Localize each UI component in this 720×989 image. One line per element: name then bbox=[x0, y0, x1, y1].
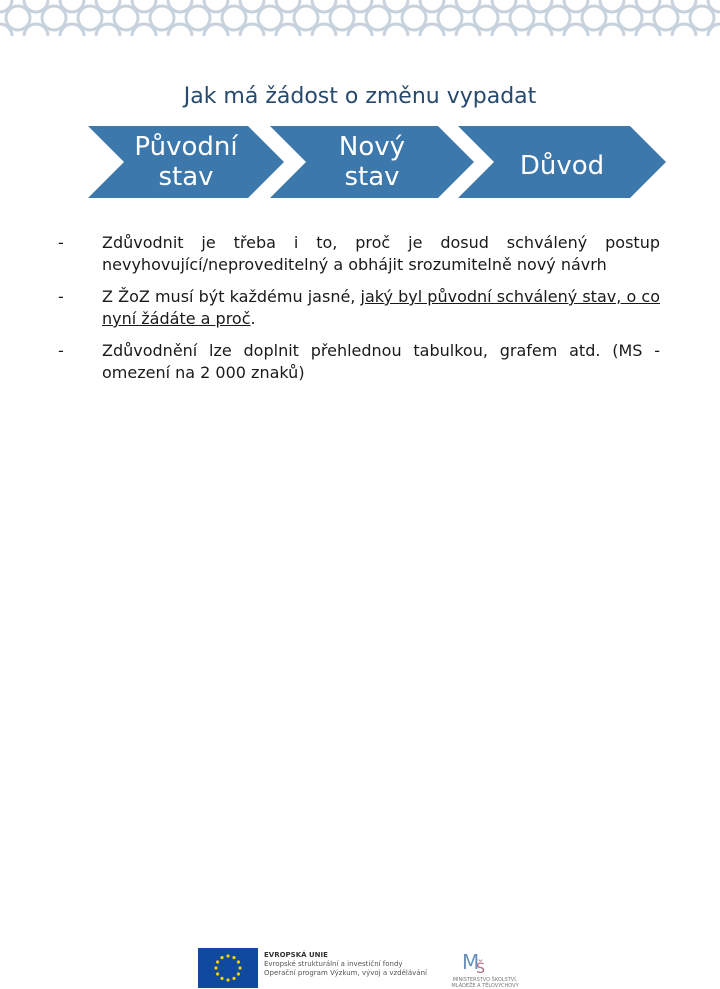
bullet-dash: - bbox=[58, 233, 64, 252]
chevron-label-2: Nový stav bbox=[338, 132, 406, 192]
chevron-label-1: Původní stav bbox=[134, 132, 238, 192]
decorative-header-band bbox=[0, 0, 720, 36]
eu-line-1: Evropské strukturální a investiční fondy bbox=[264, 960, 403, 968]
bullet-text: Zdůvodnit je třeba i to, proč je dosud schválený postup nevyhovující/neproveditelný a obhájit srozumitelně nový návrh bbox=[102, 233, 660, 274]
slide-title: Jak má žádost o změnu vypadat bbox=[183, 84, 537, 109]
celtic-pattern-icon bbox=[0, 0, 720, 36]
eu-flag-icon bbox=[198, 948, 258, 988]
bullet-text-underlined: jaký byl původní schválený stav, o co nyní žádáte a proč bbox=[102, 287, 660, 328]
msmt-logo-icon bbox=[458, 947, 498, 977]
bullet-dash: - bbox=[58, 341, 64, 360]
eu-line-2: Operační program Výzkum, vývoj a vzdělávání bbox=[264, 969, 427, 977]
bullet-text bbox=[102, 286, 660, 330]
eu-logo-text bbox=[264, 951, 427, 978]
svg-text:Š: Š bbox=[476, 961, 485, 977]
footer-logos bbox=[0, 470, 720, 989]
msmt-logo-text: MINISTERSTVO ŠKOLSTVÍ, MLÁDEŽE A TĚLOVÝCHOVY bbox=[451, 977, 519, 989]
bullet-text-end: . bbox=[250, 309, 256, 328]
chevron-label-3: Důvod bbox=[519, 151, 605, 181]
eu-title: EVROPSKÁ UNIE bbox=[264, 951, 328, 959]
bullet-dash: - bbox=[58, 287, 64, 306]
bullet-text-plain: Z ŽoZ musí být každému jasné, bbox=[102, 287, 361, 306]
svg-text:M: M bbox=[462, 950, 480, 974]
bullet-text: Zdůvodnění lze doplnit přehlednou tabulkou, grafem atd. (MS - omezení na 2 000 znaků) bbox=[102, 341, 660, 382]
